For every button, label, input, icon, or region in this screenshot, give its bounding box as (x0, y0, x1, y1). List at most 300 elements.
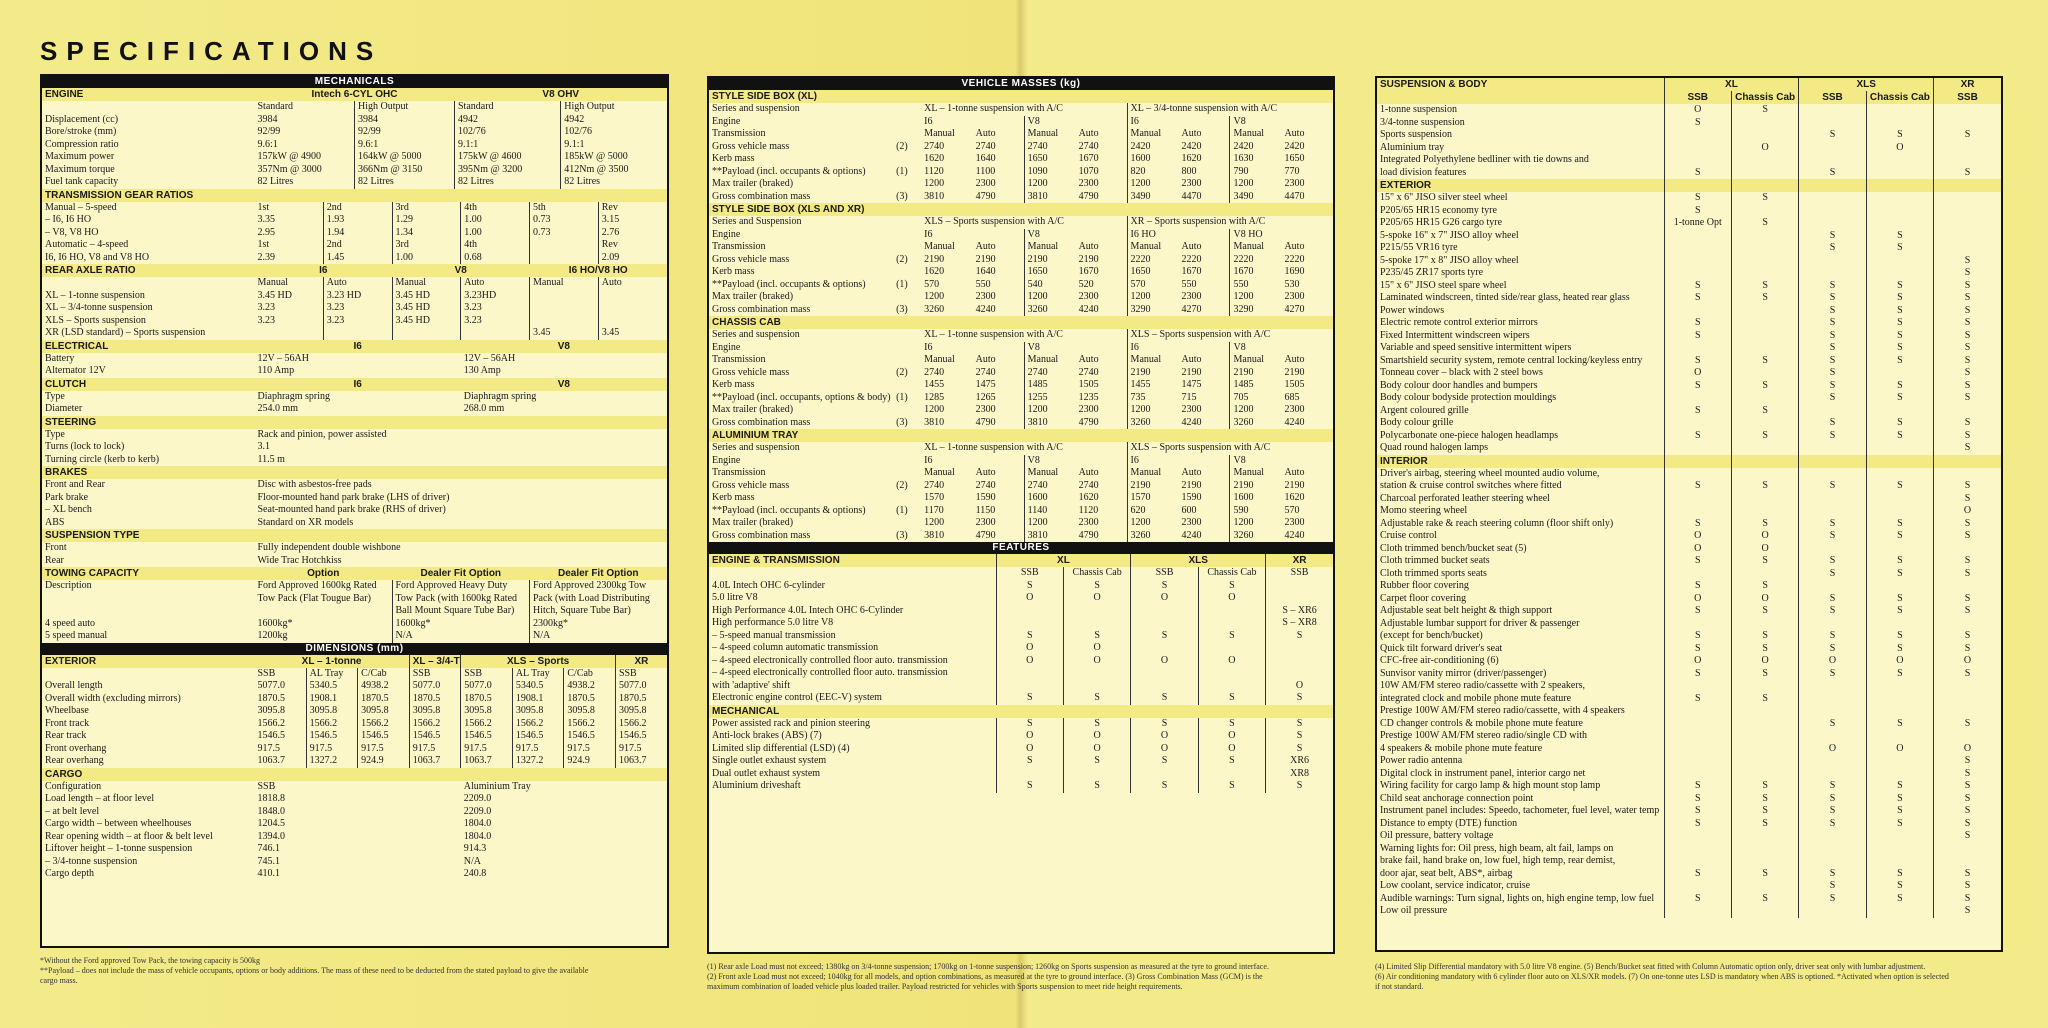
table-cell: 1600 (1230, 492, 1281, 505)
table-cell: 2.95 (257, 226, 275, 238)
table-cell: XLS – Sports (461, 655, 616, 668)
table-cell: 917.5 (257, 742, 280, 754)
table-cell (1866, 455, 1933, 468)
table-cell: S (996, 630, 1063, 643)
table-cell (1799, 543, 1866, 556)
table-cell: Auto (1078, 128, 1099, 139)
table-row (1377, 104, 2001, 117)
table-cell: Cloth trimmed sports seats (1380, 567, 1487, 579)
table-cell: 917.5 (409, 743, 461, 756)
table-cell: S (1866, 868, 1933, 881)
footnote: (6) Air conditioning mandatory with 6 cylinder floor auto on XLS/XR models. (7) On one-tonne utes LSD is mandatory when ABS is optioned. *Activated when option is selected (1375, 972, 1949, 981)
table-cell: 2220 (1181, 253, 1202, 265)
table-cell: 3rd (392, 202, 461, 215)
table-cell: S (1866, 718, 1933, 731)
table-cell: V8 (1024, 342, 1127, 355)
table-cell: 3.23 (257, 302, 275, 313)
table-cell: Manual (1230, 241, 1281, 254)
table-cell: I6 (924, 341, 933, 353)
table-cell: O (1731, 142, 1798, 155)
table-row (709, 455, 1333, 468)
table-cell: 3095.8 (615, 705, 667, 718)
table-cell: AL Tray (512, 668, 564, 681)
table-cell: 357Nm @ 3000 (257, 163, 322, 175)
table-cell: AL Tray (306, 668, 358, 681)
table-row (1377, 680, 2001, 693)
table-row (709, 743, 1333, 756)
table-cell: I6 (255, 340, 461, 353)
table-cell: S (1664, 280, 1731, 293)
table-cell: SSB (1934, 91, 2001, 104)
table-cell: Laminated windscreen, tinted side/rear glass, heated rear glass (1380, 292, 1630, 303)
table-cell: 1.45 (323, 252, 392, 265)
table-cell (1063, 680, 1130, 693)
table-cell: 4470 (1284, 190, 1305, 202)
table-cell: 12V – 56AH (463, 352, 516, 364)
table-cell: 1804.0 (463, 830, 492, 842)
table-row (1377, 880, 2001, 893)
table-cell: XR8 (1266, 768, 1333, 781)
table-cell: Battery (45, 352, 75, 364)
table-cell: Dual outlet exhaust system (712, 767, 821, 779)
table-cell (1799, 154, 1866, 167)
table-cell: S (1799, 555, 1866, 568)
table-cell: Rack and pinion, power assisted (257, 428, 387, 440)
table-cell: S (1664, 793, 1731, 806)
table-cell: Single outlet exhaust system (712, 755, 827, 766)
table-row (709, 442, 1333, 455)
table-cell: 600 (1181, 504, 1197, 516)
table-cell: 1505 (1284, 379, 1305, 390)
steering-header (42, 416, 667, 429)
table-cell: S (1866, 392, 1933, 405)
table-cell: O (1664, 367, 1731, 380)
table-cell: XL – 3/4-tonne suspension (45, 302, 153, 313)
table-cell: XR (LSD standard) – Sports suspension (45, 327, 206, 338)
table-cell (893, 291, 921, 304)
table-cell: 3095.8 (409, 705, 461, 718)
table-cell (1664, 880, 1731, 893)
table-cell: 2190 (1078, 253, 1099, 265)
table-cell: S (1731, 668, 1798, 681)
table-cell: 1200 (924, 291, 945, 302)
table-cell: S (1731, 630, 1798, 643)
table-cell (1934, 405, 2001, 418)
table-cell: O (1731, 530, 1798, 543)
table-cell: 1566.2 (306, 718, 358, 731)
table-cell: 2420 (1127, 141, 1178, 154)
table-cell (1799, 830, 1866, 843)
table-cell (598, 302, 667, 315)
table-cell: 4 speed auto (45, 617, 95, 629)
table-cell: 2190 (1127, 480, 1178, 493)
table-cell: Manual (257, 277, 289, 288)
table-cell: 1690 (1284, 266, 1305, 277)
table-cell (1934, 543, 2001, 556)
spec-table (709, 316, 1333, 429)
table-cell: – V8, V8 HO (45, 226, 99, 238)
table-cell: (3) (896, 416, 908, 428)
table-row (709, 630, 1333, 643)
table-cell (1664, 142, 1731, 155)
suspension-body-panel (1375, 76, 2003, 952)
table-cell: O (1799, 743, 1866, 756)
table-cell: 2190 (975, 253, 996, 265)
table-cell: 0.68 (461, 252, 530, 265)
table-cell: XLS (1799, 78, 1934, 91)
table-cell: 2300 (1284, 517, 1305, 528)
table-row (709, 404, 1333, 417)
table-cell: 1570 (924, 492, 945, 503)
table-cell: 2740 (975, 140, 996, 152)
table-cell: 2190 (1181, 479, 1202, 491)
table-cell: (3) (896, 529, 908, 541)
table-row (42, 492, 667, 505)
table-cell (1799, 267, 1866, 280)
table-cell (1664, 705, 1731, 718)
table-cell: S (1731, 405, 1798, 418)
table-cell (1866, 580, 1933, 593)
table-cell: (2) (896, 253, 908, 265)
table-cell: Manual (924, 467, 955, 478)
table-cell: 1120 (1078, 504, 1099, 516)
table-cell: Driver's airbag, steering wheel mounted audio volume, (1380, 467, 1600, 479)
table-cell: S (1664, 192, 1731, 205)
table-row (42, 806, 667, 819)
table-cell (996, 617, 1063, 630)
table-row (709, 254, 1333, 267)
table-row (1377, 630, 2001, 643)
table-cell (1664, 618, 1731, 631)
table-cell: 1120 (924, 165, 944, 177)
table-cell: Charcoal perforated leather steering wheel (1380, 492, 1550, 504)
table-row (42, 818, 667, 831)
table-cell: 9.6:1 (355, 139, 455, 152)
table-cell: Aluminium driveshaft (712, 780, 801, 791)
table-cell: TOWING CAPACITY (42, 567, 255, 580)
table-cell: Child seat anchorage connection point (1380, 792, 1534, 804)
table-cell (1266, 592, 1333, 605)
table-cell (893, 266, 921, 279)
table-cell: 2300 (1078, 404, 1099, 415)
table-cell: 92/99 (257, 126, 281, 137)
table-cell: 3290 (1127, 304, 1178, 317)
table-cell: 1546.5 (409, 730, 461, 743)
table-row (42, 151, 667, 164)
table-cell: 1200 (1230, 178, 1281, 191)
footnote: *Without the Ford approved Tow Pack, the towing capacity is 500kg (40, 956, 261, 965)
table-cell (1934, 580, 2001, 593)
table-cell: S (1799, 630, 1866, 643)
table-cell: Auto (975, 241, 996, 252)
table-cell (1934, 730, 2001, 743)
table-cell: 1670 (1181, 266, 1202, 277)
table-cell: 1st (257, 201, 270, 213)
table-cell: 1200kg (257, 630, 288, 641)
table-cell (996, 667, 1063, 680)
table-row (1377, 543, 2001, 556)
table-cell (1934, 230, 2001, 243)
table-cell: 1505 (1078, 379, 1099, 390)
table-cell: O (1664, 104, 1731, 117)
table-cell: 917.5 (358, 743, 410, 756)
table-cell: Prestige 100W AM/FM stereo radio/single CD with (1380, 730, 1588, 741)
table-cell: S (1799, 167, 1866, 180)
table-row (709, 505, 1333, 518)
table-cell: S (1866, 355, 1933, 368)
table-cell (1198, 768, 1265, 781)
spec-table (42, 529, 667, 567)
table-row (1377, 392, 2001, 405)
table-cell: 3260 (1024, 304, 1075, 317)
table-cell: CHASSIS CAB (709, 316, 1333, 329)
table-cell: S (1799, 805, 1866, 818)
table-cell: I6 (255, 264, 393, 277)
table-cell: S (1799, 718, 1866, 731)
table-row (42, 353, 667, 366)
table-cell: 2740 (975, 366, 996, 378)
table-cell: 1908.1 (512, 693, 564, 706)
table-cell: O (1063, 592, 1130, 605)
table-cell (1131, 768, 1198, 781)
table-cell: S (1934, 530, 2001, 543)
table-cell: Rear track (45, 730, 87, 741)
table-cell (1063, 605, 1130, 618)
table-row (42, 315, 667, 328)
table-cell: 917.5 (306, 743, 358, 756)
table-cell: 110 Amp (257, 365, 295, 376)
table-cell (42, 593, 255, 606)
table-cell: SSB (1266, 567, 1333, 580)
table-cell: S (1664, 893, 1731, 906)
table-cell: S (1799, 392, 1866, 405)
table-cell (1731, 705, 1798, 718)
table-row (42, 365, 667, 378)
table-cell: O (1934, 505, 2001, 518)
table-cell: S (1866, 317, 1933, 330)
table-cell (1731, 718, 1798, 731)
table-cell: 5077.0 (257, 680, 285, 691)
table-cell: – 4-speed electronically controlled floor auto. transmission (712, 654, 948, 666)
table-cell: 1650 (1024, 266, 1075, 279)
table-cell (1063, 768, 1130, 781)
table-cell: 1546.5 (358, 730, 410, 743)
table-cell: Cloth trimmed bench/bucket seat (5) (1380, 542, 1527, 554)
table-cell (1934, 205, 2001, 218)
table-cell: O (996, 655, 1063, 668)
table-cell: S (1934, 317, 2001, 330)
table-cell (1731, 230, 1798, 243)
table-cell: Gross combination mass (712, 303, 811, 315)
table-cell: CD changer controls & mobile phone mute feature (1380, 717, 1583, 729)
table-cell: O (1664, 530, 1731, 543)
table-cell: 3984 (355, 114, 455, 127)
table-cell: 1600kg* (392, 618, 530, 631)
table-cell (1799, 179, 1866, 192)
table-cell: SSB (257, 667, 276, 679)
table-cell: O (996, 743, 1063, 756)
table-cell: S (1799, 530, 1866, 543)
table-cell (1198, 680, 1265, 693)
table-row (709, 692, 1333, 705)
table-cell: O (1198, 730, 1265, 743)
table-cell: S (1731, 605, 1798, 618)
table-row (1377, 367, 2001, 380)
table-cell: 1650 (1284, 153, 1305, 164)
table-row (42, 755, 667, 768)
table-cell: 1485 (1024, 379, 1075, 392)
table-cell: Gross combination mass (712, 190, 811, 202)
table-cell: door ajar, seat belt, ABS*, airbag (1380, 867, 1513, 879)
table-cell: XL – 1-tonne suspension with A/C (924, 329, 1063, 340)
table-row (1377, 868, 2001, 881)
table-cell: Gross vehicle mass (712, 479, 790, 491)
mass-block-header (709, 316, 1333, 329)
table-cell: Manual (1024, 241, 1075, 254)
table-cell (1198, 605, 1265, 618)
table-cell: 917.5 (461, 743, 513, 756)
table-cell: Fixed Intermittent windscreen wipers (1380, 329, 1530, 341)
table-row (709, 367, 1333, 380)
mass-block-header (709, 203, 1333, 216)
table-cell: 3.45 HD (392, 290, 461, 303)
table-cell: 3/4-tonne suspension (1380, 116, 1465, 128)
table-cell: **Payload (incl. occupants & options) (712, 165, 866, 177)
footnote: (2) Front axle Load must not exceed; 1040kg for all models, and option combinations, as measured at the tyre to ground interface. (3) Gross Combination Mass (GCM) is the (707, 972, 1263, 981)
table-cell (1866, 830, 1933, 843)
table-cell (1866, 442, 1933, 455)
table-cell: S (1934, 905, 2001, 918)
table-cell: Rubber floor covering (1380, 580, 1469, 591)
table-cell: Automatic – 4-speed (45, 239, 129, 250)
table-cell: Manual (924, 128, 955, 139)
table-cell: O (1131, 655, 1198, 668)
table-cell: 1200 (1127, 178, 1178, 191)
table-cell (1063, 617, 1130, 630)
table-cell: Gross combination mass (712, 416, 811, 428)
table-cell: S (1664, 355, 1731, 368)
table-cell (1799, 843, 1866, 856)
table-cell: S (1866, 818, 1933, 831)
table-cell (1799, 442, 1866, 455)
table-cell: 1620 (1078, 492, 1099, 503)
table-cell: S (1063, 692, 1130, 705)
table-cell: 3.23 (323, 315, 392, 328)
table-cell: S (1799, 780, 1866, 793)
table-row (1377, 905, 2001, 918)
table-cell: 2190 (1284, 479, 1305, 491)
table-cell: (1) (896, 391, 908, 403)
table-cell: Quick tilt forward driver's seat (1380, 642, 1503, 654)
table-cell: Transmission (712, 241, 766, 252)
table-cell (1731, 855, 1798, 868)
table-cell (1731, 392, 1798, 405)
table-cell: Kerb mass (712, 379, 755, 390)
table-cell: Manual (924, 354, 955, 365)
table-row (1377, 230, 2001, 243)
table-cell: S (1934, 430, 2001, 443)
table-cell: S (1799, 355, 1866, 368)
table-cell: S (1866, 593, 1933, 606)
table-cell: 5077.0 (461, 680, 513, 693)
table-cell: Power radio antenna (1380, 755, 1463, 766)
table-cell: 1255 (1024, 392, 1075, 405)
table-row (709, 178, 1333, 191)
table-cell: S (1866, 668, 1933, 681)
table-cell (1866, 543, 1933, 556)
table-cell: Auto (1181, 467, 1202, 478)
table-cell: station & cruise control switches where fitted (1380, 480, 1562, 491)
table-cell: 2220 (1127, 254, 1178, 267)
table-cell: 9.1:1 (455, 139, 561, 152)
table-cell: N/A (530, 630, 668, 643)
table-cell: 1200 (924, 517, 945, 528)
table-row (1377, 768, 2001, 781)
table-cell: O (1063, 655, 1130, 668)
table-cell: P205/65 HR15 economy tyre (1380, 204, 1497, 216)
table-cell: 705 (1230, 392, 1281, 405)
spec-table (709, 90, 1333, 203)
table-cell: SUSPENSION TYPE (42, 529, 667, 542)
table-row (42, 580, 667, 593)
table-cell: S (1799, 568, 1866, 581)
table-cell (1731, 154, 1798, 167)
table-row (1377, 342, 2001, 355)
table-cell (1866, 505, 1933, 518)
table-row (709, 166, 1333, 179)
table-cell: Max trailer (braked) (712, 404, 794, 415)
table-row (1377, 442, 2001, 455)
table-row (1377, 693, 2001, 706)
table-cell: 2740 (1078, 479, 1099, 491)
table-cell: 5077.0 (409, 680, 461, 693)
table-cell: S (1866, 630, 1933, 643)
table-cell: O (1063, 642, 1130, 655)
table-cell: S (1934, 555, 2001, 568)
table-cell: Oil pressure, battery voltage (1380, 830, 1494, 841)
table-cell: XR (615, 655, 667, 668)
vehicle-masses-panel (707, 76, 1335, 954)
table-cell: S (1664, 643, 1731, 656)
table-cell: Auto (975, 354, 996, 365)
table-cell: S (1664, 518, 1731, 531)
table-cell: ENGINE (42, 88, 255, 101)
table-cell: 2300 (975, 291, 996, 302)
table-cell: 2300 (1181, 517, 1202, 528)
table-cell: 1.00 (461, 227, 530, 240)
table-cell: S (1731, 793, 1798, 806)
table-row (709, 191, 1333, 204)
table-cell: S (996, 718, 1063, 731)
table-cell: 1650 (1024, 153, 1075, 166)
table-row (42, 239, 667, 252)
table-cell: 1590 (975, 492, 996, 503)
table-cell: O (996, 642, 1063, 655)
table-cell: 4270 (1284, 303, 1305, 315)
table-row (42, 391, 667, 404)
mechanical-header (709, 705, 1333, 718)
table-cell: 5340.5 (512, 680, 564, 693)
table-cell (1731, 117, 1798, 130)
table-cell: Instrument panel includes: Speedo, tachometer, fuel level, water temp (1380, 805, 1660, 816)
table-cell: S (1866, 518, 1933, 531)
table-cell (1731, 743, 1798, 756)
table-cell: 2420 (1230, 141, 1281, 154)
table-cell: S (1664, 805, 1731, 818)
table-cell: 3984 (257, 113, 278, 125)
table-cell (1198, 667, 1265, 680)
table-cell: 1620 (924, 266, 945, 277)
